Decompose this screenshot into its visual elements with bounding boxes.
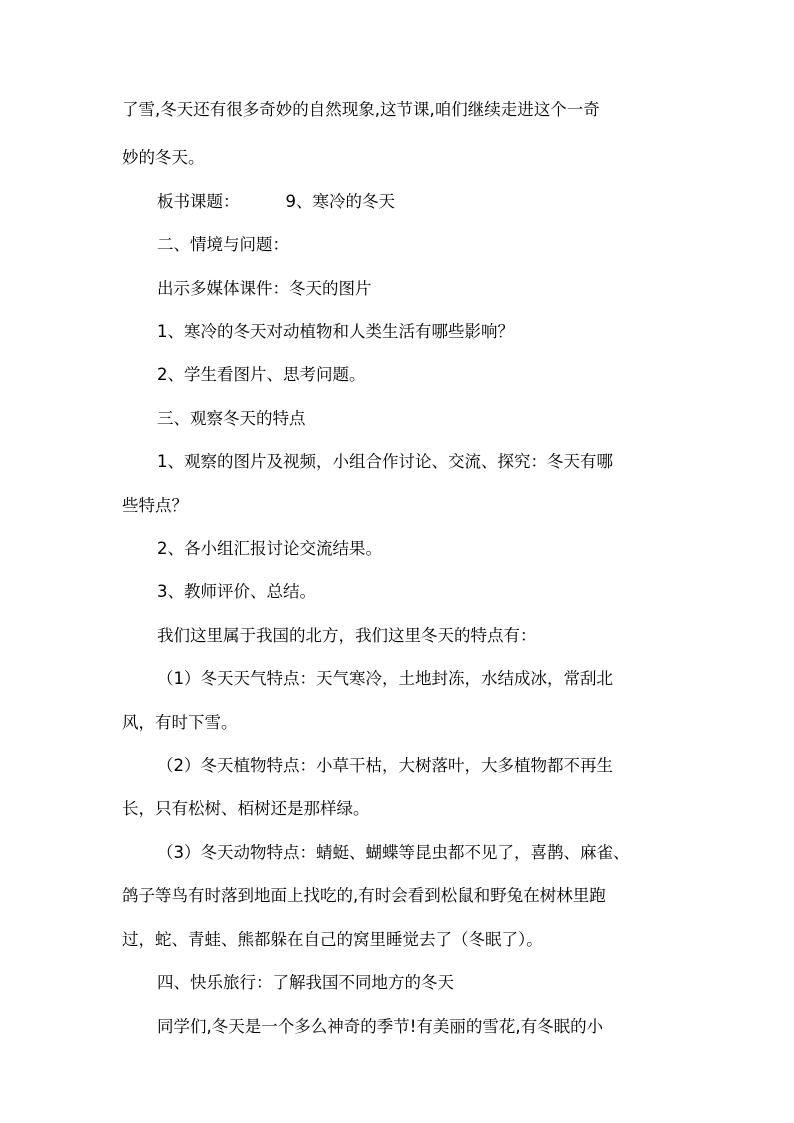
list-item: 1、观察的图片及视频，小组合作讨论、交流、探究：冬天有哪 (157, 452, 613, 471)
paragraph-line: 我们这里属于我国的北方，我们这里冬天的特点有： (157, 626, 537, 645)
section-heading: 四、快乐旅行：了解我国不同地方的冬天 (157, 973, 454, 992)
board-title-label: 板书课题： (157, 192, 240, 211)
board-title-line (157, 188, 717, 216)
list-item: （2）冬天植物特点：小草干枯，大树落叶，大多植物都不再生 (157, 756, 613, 775)
paragraph-line: 了雪,冬天还有很多奇妙的自然现象,这节课,咱们继续走进这个一奇 (122, 100, 600, 119)
paragraph-line: 过，蛇、青蛙、熊都躲在自己的窝里睡觉去了（冬眠了）。 (122, 930, 543, 949)
section-heading: 二、情境与问题： (157, 235, 289, 254)
list-item: 2、各小组汇报讨论交流结果。 (157, 539, 382, 558)
paragraph-line: 长，只有松树、栢树还是那样绿。 (122, 799, 370, 818)
paragraph-line: 出示多媒体课件：冬天的图片 (157, 279, 372, 298)
list-item: （3）冬天动物特点：蜻蜓、蝴蝶等昆虫都不见了，喜鹊、麻雀、 (157, 843, 630, 862)
paragraph-line: 鸽子等鸟有时落到地面上找吃的,有时会看到松鼠和野兔在树林里跑 (122, 886, 606, 905)
section-heading: 三、观察冬天的特点 (157, 409, 306, 428)
paragraph-line: 妙的冬天。 (122, 148, 205, 167)
paragraph-line: 些特点？ (122, 496, 188, 515)
list-item: （1）冬天天气特点：天气寒冷，土地封冻，水结成冰，常刮北 (157, 669, 613, 688)
list-item: 1、寒冷的冬天对动植物和人类生活有哪些影响？ (157, 322, 514, 341)
paragraph-line: 同学们,冬天是一个多么神奇的季节!有美丽的雪花,有冬眠的小 (157, 1017, 604, 1036)
paragraph-line: 风，有时下雪。 (122, 713, 238, 732)
lesson-title: 9、寒冷的冬天 (285, 192, 395, 211)
list-item: 3、教师评价、总结。 (157, 582, 316, 601)
list-item: 2、学生看图片、思考问题。 (157, 365, 366, 384)
